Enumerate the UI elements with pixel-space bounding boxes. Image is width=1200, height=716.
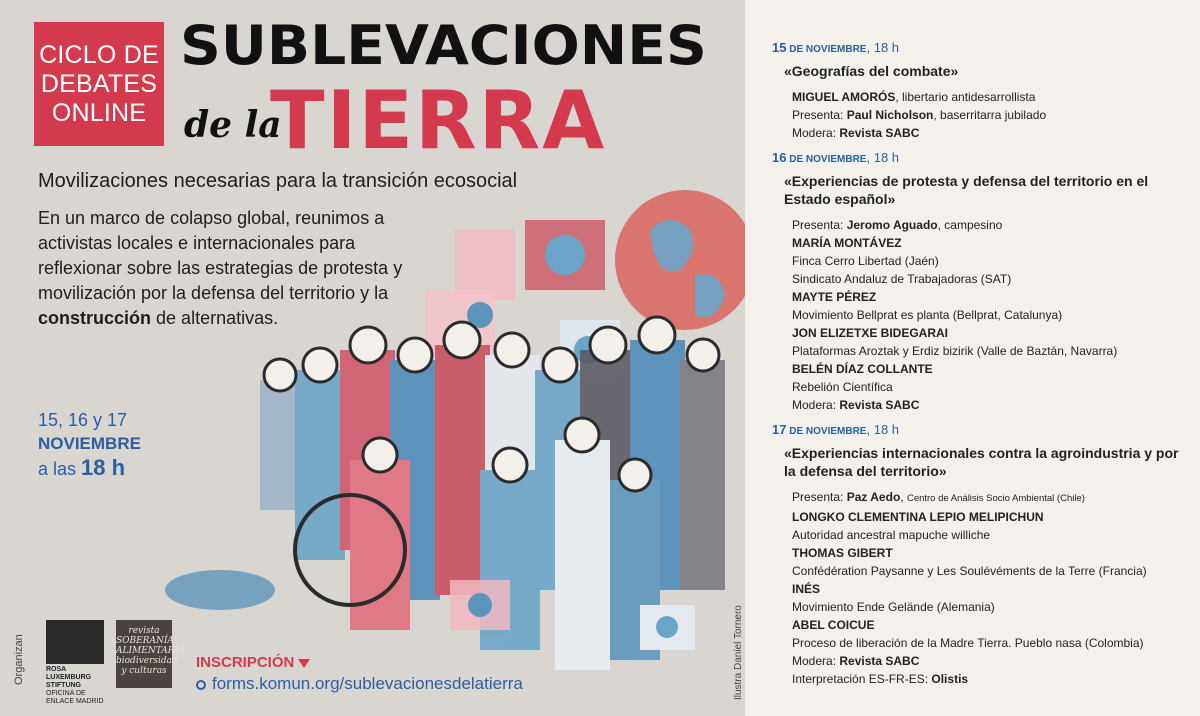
speaker-role: Presenta: [792,108,847,122]
speaker-name: Revista SABC [839,398,920,412]
title-connector: de la [184,104,282,146]
dates-hour-prefix: a las [38,459,82,479]
session-month: DE NOVIEMBRE [786,44,867,55]
speaker-line [792,106,1192,124]
registration-link[interactable] [196,674,523,694]
speaker-line [792,324,1192,342]
speaker-role: Modera: [792,654,840,668]
session-hour: , 18 h [866,422,900,437]
speaker-line [792,252,1192,270]
speaker-line [792,360,1192,378]
protest-illustration [150,180,750,680]
session-date [772,40,1192,55]
badge-line: ONLINE [51,98,147,127]
speaker-line [792,616,1192,634]
speaker-role: Presenta: [792,490,847,504]
speaker-line [792,634,1192,652]
speaker-name: Revista SABC [839,654,920,668]
speaker-detail: Sindicato Andaluz de Trabajadoras (SAT) [792,272,1012,286]
speaker-line [792,488,1192,508]
session-title: «Experiencias de protesta y defensa del territorio en el Estado español» [784,173,1149,207]
session-title: «Experiencias internacionales contra la agroindustria y por la defensa del territorio» [784,445,1179,479]
speaker-name: LONGKO CLEMENTINA LEPIO MELIPICHUN [792,510,1044,524]
speaker-line [792,544,1192,562]
speaker-detail: Proceso de liberación de la Madre Tierra. Pueblo nasa (Colombia) [792,636,1144,650]
speaker-name: Revista SABC [839,126,920,140]
speaker-name: Jeromo Aguado [846,218,938,232]
speaker-name: BELÉN DÍAZ COLLANTE [792,362,933,376]
soberania-alimentaria-logo: revista SOBERANÍA ALIMENTARIA biodiversidad y culturas [116,620,172,688]
speaker-line [792,580,1192,598]
badge-line: CICLO DE [39,40,159,69]
speaker-line [792,234,1192,252]
session-day: 17 [772,422,787,437]
speaker-name: ABEL COICUE [792,618,875,632]
title-tierra: TIERRA [270,74,607,167]
organizers-label: Organizan [13,634,25,685]
speaker-detail: , libertario antidesarrollista [895,90,1036,104]
dates-block [38,408,141,481]
session-block [772,422,1192,688]
dates-month: NOVIEMBRE [38,434,141,453]
speaker-name: THOMAS GIBERT [792,546,893,560]
globe-sign-icon [545,235,585,275]
speaker-name: MAYTE PÉREZ [792,290,877,304]
intro-body: En un marco de colapso global, reunimos a activistas locales e internacionales para reflexionar sobre las estrategias de protesta y movilización por la defensa del territorio y la [38,208,403,303]
speaker-line [792,508,1192,526]
globe-ground-icon [165,570,275,610]
session-title: «Geografías del combate» [784,63,959,79]
speaker-detail: , [900,490,907,504]
speaker-role: Modera: [792,398,840,412]
speaker-line [792,670,1192,688]
speaker-line [792,306,1192,324]
session-list [772,40,1192,696]
speaker-name: MIGUEL AMORÓS [792,90,896,104]
speaker-line [792,124,1192,142]
rosa-luxemburg-logo-text: ROSA LUXEMBURG STIFTUNG OFICINA DE ENLACE MADRID [46,666,104,705]
speaker-name: MARÍA MONTÁVEZ [792,236,902,250]
dates-hour [38,456,141,481]
speaker-line [792,652,1192,670]
session-day: 15 [772,40,787,55]
session-date [772,422,1192,437]
session-hour: , 18 h [866,150,900,165]
speaker-role: Presenta: [792,218,847,232]
speaker-line [792,342,1192,360]
speaker-line [792,378,1192,396]
speaker-role: Interpretación ES-FR-ES: [792,672,932,686]
intro-tail: de alternativas. [151,308,279,328]
intro-bold: construcción [38,308,152,328]
speaker-detail: Movimiento Bellprat es planta (Bellprat, Catalunya) [792,308,1063,322]
speaker-detail: Autoridad ancestral mapuche williche [792,528,991,542]
speaker-detail-small: Centro de Análisis Socio Ambiental (Chile) [906,493,1085,504]
speaker-detail: Movimiento Ende Gelände (Alemania) [792,600,995,614]
title-sublevaciones: SUBLEVACIONES [180,14,707,77]
speaker-line [792,216,1192,234]
speaker-name: Paul Nicholson [846,108,934,122]
speaker-line [792,598,1192,616]
speaker-name: Olistis [931,672,969,686]
triangle-down-icon [298,659,310,668]
speaker-line [792,562,1192,580]
registration-url[interactable]: forms.komun.org/sublevacionesdelatierra [212,674,523,693]
session-hour: , 18 h [866,40,900,55]
session-month: DE NOVIEMBRE [786,426,867,437]
speaker-line [792,396,1192,414]
globe-sign-icon [468,593,492,617]
link-icon [194,677,208,691]
speaker-line [792,288,1192,306]
speaker-detail: Confédération Paysanne y Les Soulévéments de la Terre (Francia) [792,564,1147,578]
speaker-name: JON ELIZETXE BIDEGARAI [792,326,949,340]
speaker-line [792,88,1192,106]
speaker-detail: Rebelión Científica [792,380,893,394]
speaker-name: Paz Aedo [846,490,901,504]
session-month: DE NOVIEMBRE [786,154,867,165]
dates-days: 15, 16 y 17 [38,410,128,430]
speaker-detail: Plataformas Aroztak y Erdiz bizirik (Valle de Baztán, Navarra) [792,344,1118,358]
globe-sign-icon [656,616,678,638]
session-block [772,150,1192,414]
session-block [772,40,1192,142]
rosa-luxemburg-logo [46,620,104,664]
illustrator-credit: Ilustra Daniel Tornero [733,605,744,700]
speaker-line [792,270,1192,288]
session-date [772,150,1192,165]
speaker-line [792,526,1192,544]
speaker-detail: , campesino [937,218,1003,232]
dates-hour-value: 18 h [81,455,126,480]
speaker-detail: , baserritarra jubilado [933,108,1047,122]
speaker-role: Modera: [792,126,840,140]
speaker-name: INÉS [792,582,821,596]
speaker-detail: Finca Cerro Libertad (Jaén) [792,254,939,268]
protest-sign [455,230,515,300]
cycle-badge [34,22,164,146]
badge-line: DEBATES [40,69,158,98]
subtitle: Movilizaciones necesarias para la transición ecosocial [38,170,518,192]
registration-label: INSCRIPCIÓN [196,654,310,671]
session-day: 16 [772,150,787,165]
